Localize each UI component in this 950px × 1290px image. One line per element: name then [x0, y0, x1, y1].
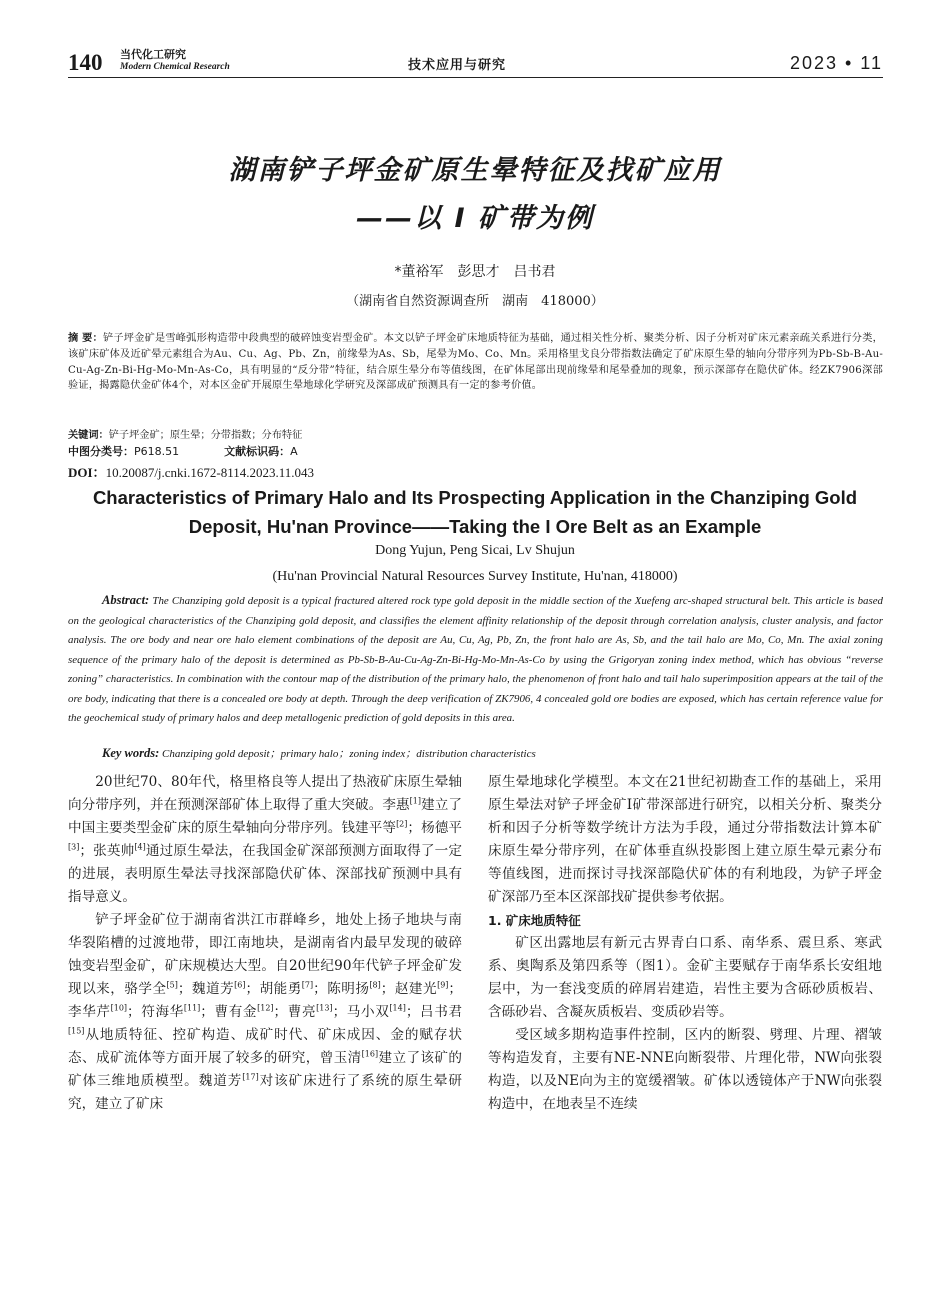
doi-label: DOI： [68, 465, 106, 480]
clc-label: 中图分类号： [68, 445, 134, 458]
text-run: 通过原生晕法，在我国金矿深部预测方面取得了一定的进展，表明原生晕法寻找深部隐伏矿体、深部找矿预测中具有指导意义。 [68, 843, 463, 905]
clc-value: P618.51 [134, 445, 180, 458]
keywords-en [102, 745, 536, 761]
text-run: ；赵建光 [380, 981, 438, 997]
journal-name-en: Modern Chemical Research [120, 62, 230, 72]
body-paragraph [68, 771, 462, 909]
text-run: ；杨德平 [407, 820, 463, 836]
citation-mark: [7] [301, 980, 314, 990]
abstract-cn [68, 331, 883, 394]
citation-mark: [9] [437, 980, 449, 990]
journal-name [120, 48, 230, 73]
body-column-right [488, 771, 882, 1116]
doc-code-label: 文献标识码： [224, 445, 291, 458]
body-paragraph: 原生晕地球化学模型。本文在21世纪初勘查工作的基础上，采用原生晕法对铲子坪金矿Ⅰ矿带深部进行研究，以相关分析、聚类分析和因子分析等数学统计方法为手段，通过分带指数法计算本矿床原生晕分带序列，在矿体垂直纵投影图上建立原生晕元素分布等值线图，进而探讨寻找深部隐伏矿体的有利地段，为铲子坪金矿深部乃至本区深部找矿提供参考依据。 [488, 774, 882, 905]
abstract-cn-label: 摘 要： [68, 333, 103, 344]
affiliation-en: (Hu'nan Provincial Natural Resources Survey Institute, Hu'nan, 418000) [272, 569, 678, 584]
text-run: ；陈明扬 [313, 981, 370, 997]
text-run: ；马小双 [332, 1004, 390, 1020]
doc-code-value: A [290, 445, 298, 458]
keywords-cn-label: 关键词： [68, 430, 109, 441]
citation-mark: [4] [134, 842, 146, 852]
text-run: 建立了中国主要类型金矿床的原生晕轴向分带序列。钱建平等 [68, 797, 462, 836]
body-paragraph: 矿区出露地层有新元古界青白口系、南华系、震旦系、寒武系、奥陶系及第四系等（图1）。金矿主要赋存于南华系长安组地层中，为一套浅变质的碎屑岩建造，岩性主要为含砾砂质板岩、含砾砂岩、含凝灰质板岩、变质砂岩等。 [488, 935, 882, 1020]
text-run: ；张英帅 [79, 843, 135, 859]
title-cn-line2: ——以 Ⅰ 矿带为例 [356, 203, 594, 234]
abstract-en-text: The Chanziping gold deposit is a typical fractured altered rock type gold deposit in the middle section of the Xuefeng arc-shaped structural belt. This article is based on the geological characteristics of the Chanziping gold deposit, and classifies the element affinity relationship of the deposit through correlation analysis, cluster analysis, and factor analysis. The ore body and near ore halo element combinations of the deposit are Au, Cu, Ag, Pb, Zn, the front halo are As, Sb, and the tail halo are Mo, Co, Mn. The axial zoning sequence of the primary halo of the deposit is determined as Pb-Sb-B-Au-Cu-Ag-Zn-Bi-Hg-Mo-Mn-As-Co by using the Grigoryan zoning index method, which has obvious “reverse zoning” characteristics. In combination with the contour map of the distribution of the primary halo, the phenomenon of front halo and tail halo superimposition appears at the tail of the ore body, indicating that there is a concealed ore body at depth. Through the deep verification of ZK7906, 4 concealed gold ore bodies are exposed, which has certain reference value for the geochemical study of primary halos and deep metallogenic prediction of gold deposits in this area. [68, 595, 883, 724]
body-paragraph: 受区域多期构造事件控制，区内的断裂、劈理、片理、褶皱等构造发育，主要有NE-NNE向断裂带、片理化带，NW向张裂构造，以及NE向为主的宽缓褶皱。矿体以透镜体产于NW向张裂构造中，在地表呈不连续 [488, 1027, 882, 1112]
issue-number: 2023 • 11 [789, 53, 883, 73]
section-name: 技术应用与研究 [408, 58, 507, 73]
keywords-cn-text: 铲子坪金矿；原生晕；分带指数；分布特征 [108, 430, 303, 441]
running-header [68, 48, 883, 78]
citation-mark: [8] [369, 980, 381, 990]
doi-value: 10.20087/j.cnki.1672-8114.2023.11.043 [105, 465, 315, 480]
keywords-cn [68, 426, 883, 441]
text-run: ；吕书君 [405, 1004, 463, 1020]
citation-mark: [10] [110, 1003, 128, 1013]
citation-mark: [13] [316, 1003, 333, 1013]
text-run: 对该矿床进行了系统的原生晕研究，建立了矿床 [68, 1073, 463, 1112]
abstract-en-label: Abstract: [102, 593, 150, 607]
title-cn-line1: 湖南铲子坪金矿原生晕特征及找矿应用 [228, 155, 722, 186]
journal-name-cn: 当代化工研究 [120, 48, 186, 61]
text-run: ；曹有金 [200, 1004, 258, 1020]
text-run: ；胡能勇 [245, 981, 302, 997]
abstract-cn-text: 铲子坪金矿是雪峰弧形构造带中段典型的破碎蚀变岩型金矿。本文以铲子坪金矿床地质特征为基础，通过相关性分析、聚类分析、因子分析对矿床元素亲疏关系进行分类，该矿床矿体及近矿晕元素组合为Au、Cu、Ag、Pb、Zn，前缘晕为As、Sb，尾晕为Mo、Co、Mn。采用格里戈良分带指数法确定了矿床原生晕的轴向分带序列为Pb-Sb-B-Au-Cu-Ag-Zn-Bi-Hg-Mo-Mn-As-Co，具有明显的“反分带”特征，结合原生晕分布等值线图，在矿体尾部出现前缘晕和尾晕叠加的现象，预示深部存在隐伏矿体。经ZK7906深部验证，揭露隐伏金矿体4个，对本区金矿开展原生晕地球化学研究及深部成矿预测具有一定的参考价值。 [68, 333, 883, 392]
text-run: ；魏道芳 [177, 981, 235, 997]
page-number: 140 [68, 50, 103, 75]
section-heading: 1. 矿床地质特征 [488, 913, 581, 928]
citation-mark: [5] [166, 980, 178, 990]
affiliation-cn: （湖南省自然资源调查所 湖南 418000） [346, 294, 604, 309]
citation-mark: [16] [361, 1049, 379, 1059]
authors-cn: *董裕军 彭思才 吕书君 [394, 264, 556, 280]
authors-en: Dong Yujun, Peng Sicai, Lv Shujun [375, 543, 575, 558]
citation-mark: [1] [409, 796, 421, 806]
body-paragraph [68, 909, 462, 1116]
citation-mark: [17] [242, 1072, 259, 1082]
citation-mark: [14] [389, 1003, 406, 1013]
citation-mark: [6] [234, 980, 246, 990]
title-en-line2: Deposit, Hu'nan Province——Taking the I Ore Belt as an Example [188, 516, 762, 537]
doi-line [68, 462, 314, 481]
text-run: 建立了该矿的矿体三维地质模型。魏道芳 [68, 1050, 462, 1089]
citation-mark: [15] [68, 1026, 85, 1036]
text-run: 铲子坪金矿位于湖南省洪江市群峰乡，地处上扬子地块与南华裂陷槽的过渡地带，即江南地块，是湖南省内最早发现的破碎蚀变岩型金矿，矿床规模达大型。自20世纪90年代铲子坪金矿发现以来，骆学全 [68, 912, 462, 997]
citation-mark: [12] [257, 1003, 274, 1013]
text-run: 从地质特征、控矿构造、成矿时代、矿床成因、金的赋存状态、成矿流体等方面开展了较多的研究，曾玉清 [68, 1027, 462, 1066]
keywords-en-label: Key words: [102, 746, 160, 760]
title-en-line1: Characteristics of Primary Halo and Its Prospecting Application in the Chanziping Gold [92, 487, 858, 508]
header-rule [68, 77, 883, 78]
text-run: ；曹亮 [273, 1004, 317, 1020]
text-run: ；符海华 [127, 1004, 184, 1020]
classification-line [68, 443, 298, 459]
citation-mark: [11] [183, 1003, 201, 1013]
body-column-left [68, 771, 462, 1116]
text-run: ；李华芹 [68, 981, 463, 1020]
citation-mark: [2] [396, 819, 408, 829]
abstract-en [68, 591, 883, 729]
citation-mark: [3] [68, 842, 80, 852]
keywords-en-text: Chanziping gold deposit；primary halo；zoning index；distribution characteristics [162, 748, 536, 760]
text-run: 20世纪70、80年代，格里格良等人提出了热液矿床原生晕轴向分带序列，并在预测深部矿体上取得了重大突破。李惠 [68, 774, 462, 813]
